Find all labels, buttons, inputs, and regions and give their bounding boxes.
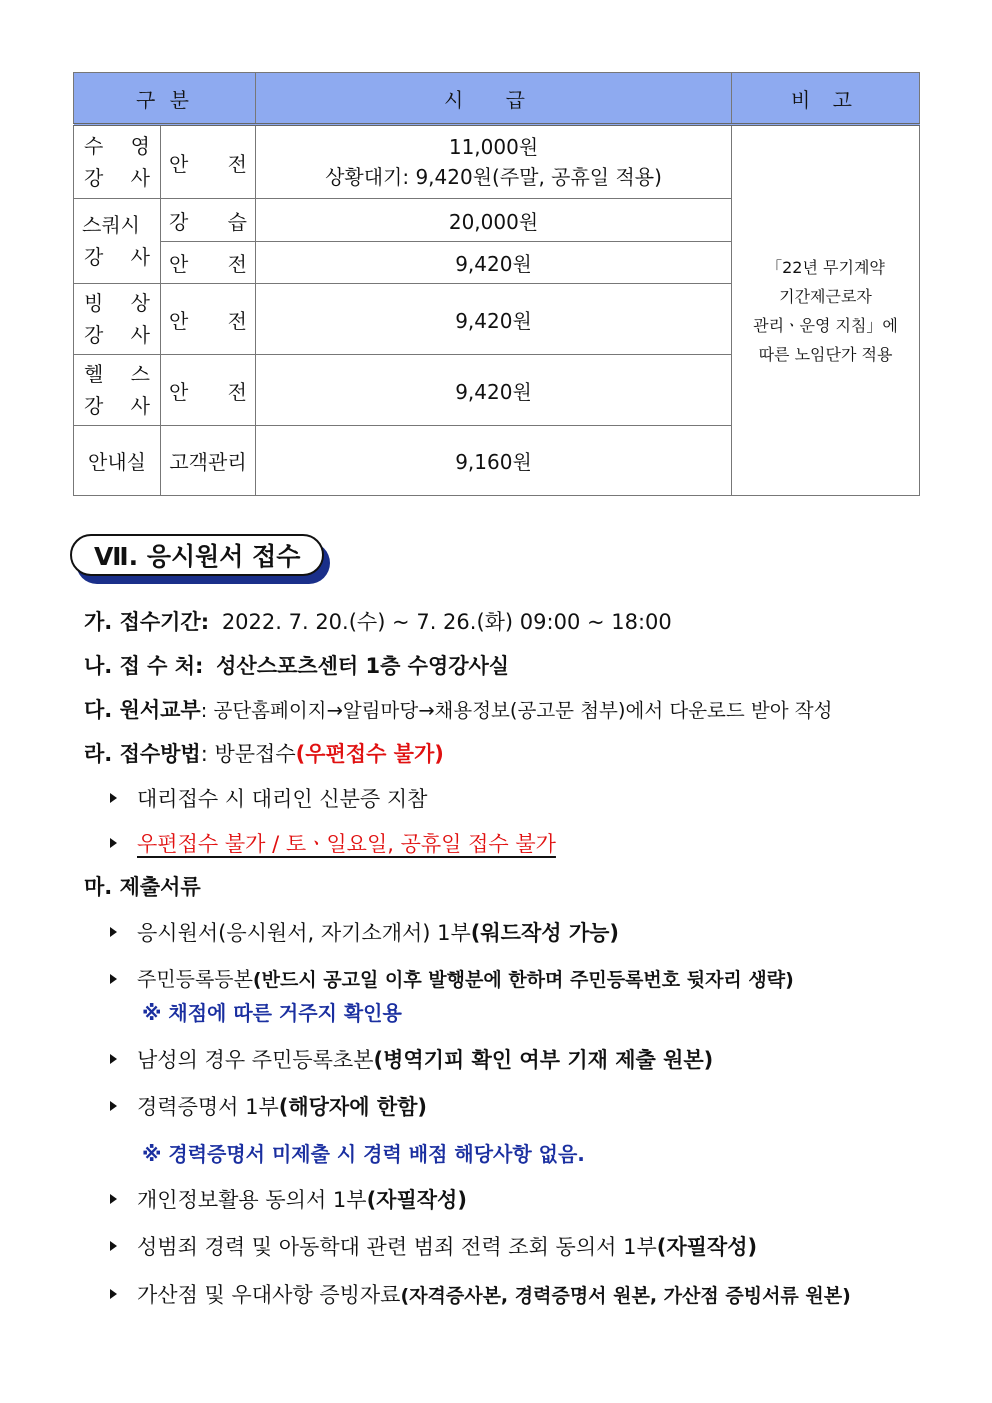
wage-cell: 9,420원 bbox=[256, 355, 732, 426]
role-safety: 안 전 bbox=[161, 125, 256, 199]
header-category: 구 분 bbox=[74, 73, 256, 125]
doc-reference-note: ※ 경력증명서 미제출 시 경력 배점 해당사항 없음. bbox=[142, 1142, 585, 1166]
triangle-bullet-icon bbox=[110, 927, 117, 937]
role-safety: 안 전 bbox=[161, 284, 256, 355]
category-swim-instructor: 수 영 강 사 bbox=[74, 125, 161, 199]
wage-table bbox=[73, 72, 920, 496]
triangle-bullet-icon bbox=[110, 793, 117, 803]
role-safety: 안 전 bbox=[161, 242, 256, 284]
doc-item: 개인정보활용 동의서 1부(자필작성) bbox=[110, 1186, 467, 1214]
triangle-bullet-icon bbox=[110, 1194, 117, 1204]
triangle-bullet-icon bbox=[110, 1101, 117, 1111]
triangle-bullet-icon bbox=[110, 838, 117, 848]
wage-cell: 9,420원 bbox=[256, 242, 732, 284]
triangle-bullet-icon bbox=[110, 1241, 117, 1251]
wage-cell: 20,000원 bbox=[256, 199, 732, 242]
wage-cell: 9,420원 bbox=[256, 284, 732, 355]
triangle-bullet-icon bbox=[110, 1289, 117, 1299]
triangle-bullet-icon bbox=[110, 974, 117, 984]
remarks-cell: 「22년 무기계약 기간제근로자 관리ㆍ운영 지침」에 따른 노임단가 적용 bbox=[732, 125, 920, 496]
table-row bbox=[74, 125, 920, 199]
wage-cell: 9,160원 bbox=[256, 426, 732, 496]
section-heading bbox=[70, 534, 332, 586]
wage-cell: 11,000원 상황대기: 9,420원(주말, 공휴일 적용) bbox=[256, 125, 732, 199]
doc-item: 주민등록등본(반드시 공고일 이후 발행분에 한하며 주민등록번호 뒷자리 생략) bbox=[110, 965, 794, 994]
table-header-row bbox=[74, 73, 920, 125]
header-remarks: 비 고 bbox=[732, 73, 920, 125]
triangle-bullet-icon bbox=[110, 1054, 117, 1064]
category-ice-instructor: 빙 상 강 사 bbox=[74, 284, 161, 355]
section-title: Ⅶ. 응시원서 접수 bbox=[70, 534, 324, 576]
header-wage: 시 급 bbox=[256, 73, 732, 125]
category-health-instructor: 헬 스 강 사 bbox=[74, 355, 161, 426]
doc-item: 남성의 경우 주민등록초본(병역기피 확인 여부 기재 제출 원본) bbox=[110, 1046, 713, 1074]
doc-reference-note: ※ 채점에 따른 거주지 확인용 bbox=[142, 1001, 402, 1025]
role-customer-service: 고객관리 bbox=[161, 426, 256, 496]
doc-item: 성범죄 경력 및 아동학대 관련 범죄 전력 조회 동의서 1부(자필작성) bbox=[110, 1233, 757, 1261]
bullet-proxy: 대리접수 시 대리인 신분증 지참 bbox=[110, 785, 427, 813]
role-safety: 안 전 bbox=[161, 355, 256, 426]
form-distribution: 다. 원서교부: 공단홈페이지→알림마당→채용정보(공고문 첨부)에서 다운로드 받아 작성 bbox=[84, 698, 833, 722]
doc-item: 응시원서(응시원서, 자기소개서) 1부(워드작성 가능) bbox=[110, 919, 619, 947]
application-method: 라. 접수방법: 방문접수(우편접수 불가) bbox=[84, 742, 444, 766]
documents-heading: 마. 제출서류 bbox=[84, 875, 201, 899]
category-info-desk: 안내실 bbox=[74, 426, 161, 496]
application-period: 가. 접수기간: 2022. 7. 20.(수) ~ 7. 26.(화) 09:00 ~ 18:00 bbox=[84, 610, 672, 634]
doc-item: 경력증명서 1부(해당자에 한함) bbox=[110, 1093, 427, 1121]
bullet-postal: 우편접수 불가 / 토ㆍ일요일, 공휴일 접수 불가 bbox=[110, 830, 556, 858]
doc-item: 가산점 및 우대사항 증빙자료(자격증사본, 경력증명서 원본, 가산점 증빙서류 원본) bbox=[110, 1281, 851, 1310]
application-place: 나. 접 수 처: 성산스포츠센터 1층 수영강사실 bbox=[84, 654, 510, 678]
category-squash-instructor: 스쿼시 강 사 bbox=[74, 199, 161, 284]
role-lesson: 강 습 bbox=[161, 199, 256, 242]
